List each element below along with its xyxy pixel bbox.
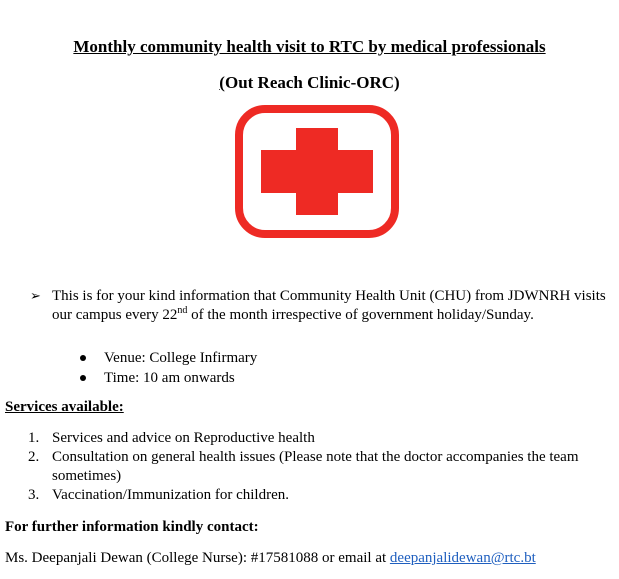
item-text: Vaccination/Immunization for children. (52, 487, 290, 503)
subtitle-paren: ( (219, 73, 225, 92)
contact-heading: For further information kindly contact: (5, 519, 259, 535)
item-number: 1. (28, 430, 40, 446)
info-superscript: nd (177, 305, 188, 316)
bullet-dot-icon (80, 375, 86, 381)
email-link[interactable]: deepanjalidewan@rtc.bt (389, 550, 536, 566)
info-paragraph (30, 287, 610, 325)
time-text: Time: 10 am onwards (104, 370, 235, 386)
info-text (52, 287, 610, 325)
list-item (80, 348, 257, 368)
item-number: 2. (28, 449, 40, 465)
services-heading: Services available: (5, 399, 124, 415)
red-cross-svg (234, 104, 400, 239)
item-text: Consultation on general health issues (Please note that the doctor accompanies the team sometimes) (52, 449, 579, 484)
list-item (80, 368, 257, 388)
details-list (80, 348, 257, 388)
arrow-bullet-icon: ➢ (30, 289, 41, 304)
list-item (28, 486, 618, 505)
contact-text: Ms. Deepanjali Dewan (College Nurse): #17581088 or email at (5, 550, 390, 566)
red-cross-icon (234, 104, 400, 239)
page-title: Monthly community health visit to RTC by medical professionals (73, 37, 546, 56)
page-subtitle (0, 73, 619, 93)
item-text: Services and advice on Reproductive health (52, 430, 315, 446)
services-list (28, 429, 618, 505)
contact-line (5, 549, 536, 568)
item-number: 3. (28, 487, 40, 503)
info-text-part2: of the month irrespective of government holiday/Sunday. (187, 307, 534, 323)
list-item (28, 429, 618, 448)
bullet-dot-icon (80, 355, 86, 361)
subtitle-text: Out Reach Clinic-ORC) (224, 73, 400, 92)
info-text-part1: This is for your kind information that Community Health Unit (CHU) from JDWNRH visits our campus every 22 (52, 288, 606, 323)
cross-horizontal-bar (261, 150, 373, 193)
list-item (28, 448, 618, 486)
venue-text: Venue: College Infirmary (104, 350, 258, 366)
